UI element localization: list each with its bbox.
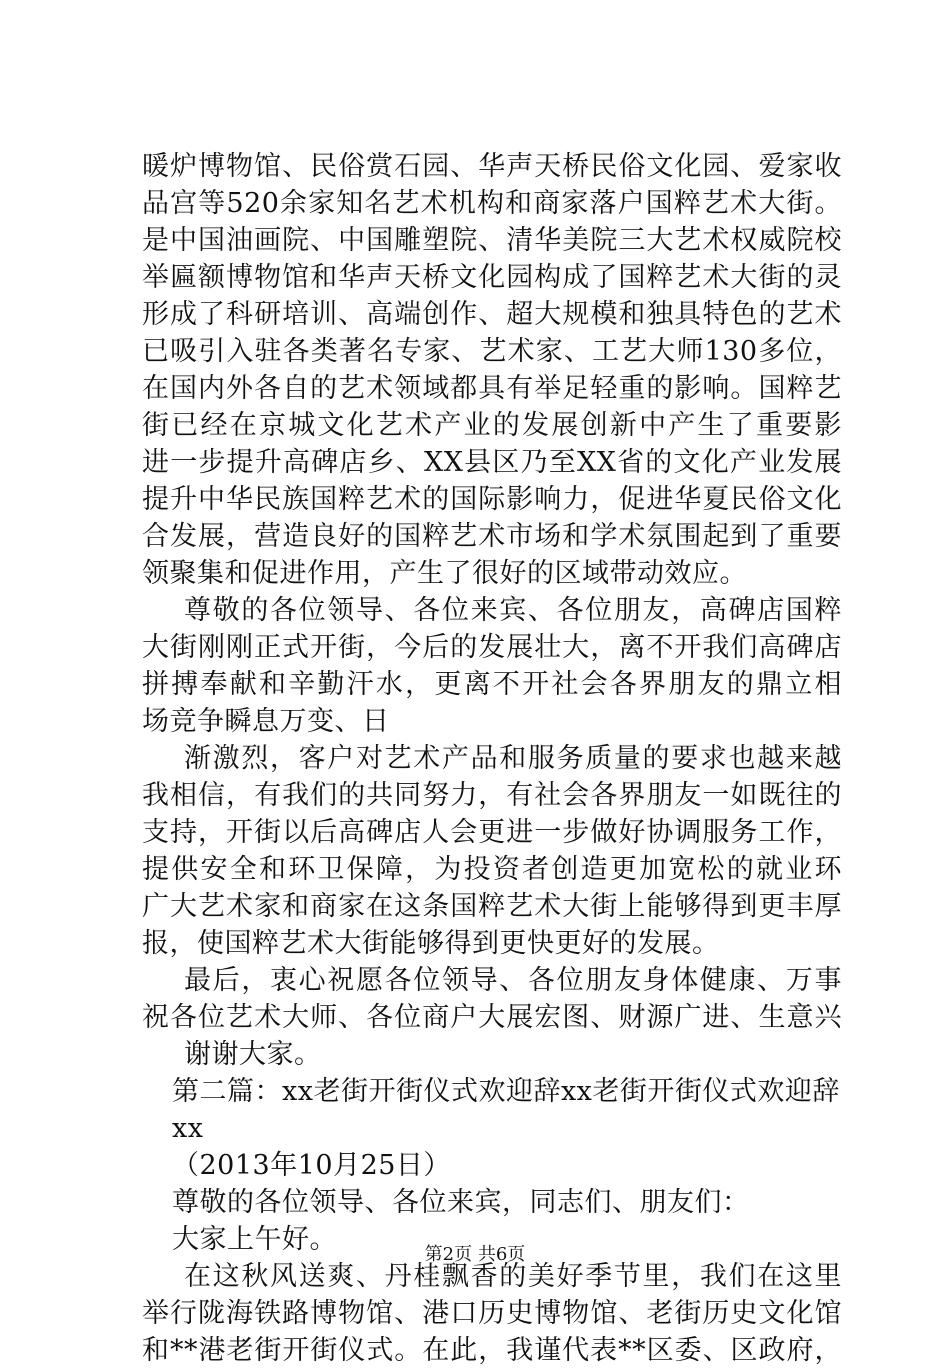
text-line: 提供安全和环卫保障，为投资者创造更加宽松的就业环 bbox=[142, 854, 842, 885]
text-line: 广大艺术家和商家在这条国粹艺术大街上能够得到更丰厚 bbox=[142, 891, 842, 922]
text-line: 形成了科研培训、高端创作、超大规模和独具特色的艺术 bbox=[142, 299, 842, 330]
text-line: 我相信，有我们的共同努力，有社会各界朋友一如既往的 bbox=[142, 780, 842, 811]
text-line: 合发展，营造良好的国粹艺术市场和学术氛围起到了重要 bbox=[142, 521, 842, 552]
document-body bbox=[142, 148, 842, 1369]
text-line: 举行陇海铁路博物馆、港口历史博物馆、老街历史文化馆 bbox=[142, 1298, 842, 1329]
text-line: 品宫等520余家知名艺术机构和商家落户国粹艺术大街。 bbox=[142, 188, 842, 219]
greeting: 大家上午好。 bbox=[172, 1224, 337, 1255]
text-line: 在国内外各自的艺术领域都具有举足轻重的影响。国粹艺 bbox=[142, 373, 842, 404]
text-line: 和**港老街开街仪式。在此，我谨代表**区委、区政府， bbox=[142, 1335, 842, 1366]
text-line: 祝各位艺术大师、各位商户大展宏图、财源广进、生意兴 bbox=[142, 1002, 842, 1033]
paragraph-first-line: 谢谢大家。 bbox=[184, 1039, 322, 1070]
paragraph-first-line: 在这秋风送爽、丹桂飘香的美好季节里，我们在这里 bbox=[184, 1261, 842, 1292]
text-line: 拼搏奉献和辛勤汗水，更离不开社会各界朋友的鼎立相 bbox=[142, 669, 842, 700]
text-line: 举匾额博物馆和华声天桥文化园构成了国粹艺术大街的灵 bbox=[142, 262, 842, 293]
text-line: 暖炉博物馆、民俗赏石园、华声天桥民俗文化园、爱家收 bbox=[142, 151, 842, 182]
date-line: （2013年10月25日） bbox=[172, 1150, 451, 1181]
text-line: 支持，开街以后高碑店人会更进一步做好协调服务工作， bbox=[142, 817, 842, 848]
text-line: 报，使国粹艺术大街能够得到更快更好的发展。 bbox=[142, 928, 720, 959]
paragraph-first-line: 渐激烈，客户对艺术产品和服务质量的要求也越来越 bbox=[184, 743, 842, 774]
text-line: 进一步提升高碑店乡、XX县区乃至XX省的文化产业发展 bbox=[142, 447, 842, 478]
text-line: 场竞争瞬息万变、日 bbox=[142, 706, 390, 737]
paragraph-first-line: 尊敬的各位领导、各位来宾、各位朋友，高碑店国粹 bbox=[184, 595, 842, 626]
text-line: 提升中华民族国粹艺术的国际影响力，促进华夏民俗文化 bbox=[142, 484, 842, 515]
text-line: 已吸引入驻各类著名专家、艺术家、工艺大师130多位， bbox=[142, 336, 842, 367]
text-line: 街已经在京城文化艺术产业的发展创新中产生了重要影 bbox=[142, 410, 842, 441]
text-line: 领聚集和促进作用，产生了很好的区域带动效应。 bbox=[142, 558, 747, 589]
section-heading-continued: xx bbox=[172, 1113, 204, 1144]
text-line: 大街刚刚正式开街，今后的发展壮大，离不开我们高碑店 bbox=[142, 632, 842, 663]
section-heading: 第二篇：xx老街开街仪式欢迎辞xx老街开街仪式欢迎辞 bbox=[172, 1076, 840, 1107]
text-line: 是中国油画院、中国雕塑院、清华美院三大艺术权威院校 bbox=[142, 225, 842, 256]
page-number-footer: 第2页 共6页 bbox=[424, 1244, 526, 1265]
paragraph-first-line: 最后，衷心祝愿各位领导、各位朋友身体健康、万事 bbox=[184, 965, 842, 996]
salutation: 尊敬的各位领导、各位来宾，同志们、朋友们： bbox=[172, 1187, 750, 1218]
